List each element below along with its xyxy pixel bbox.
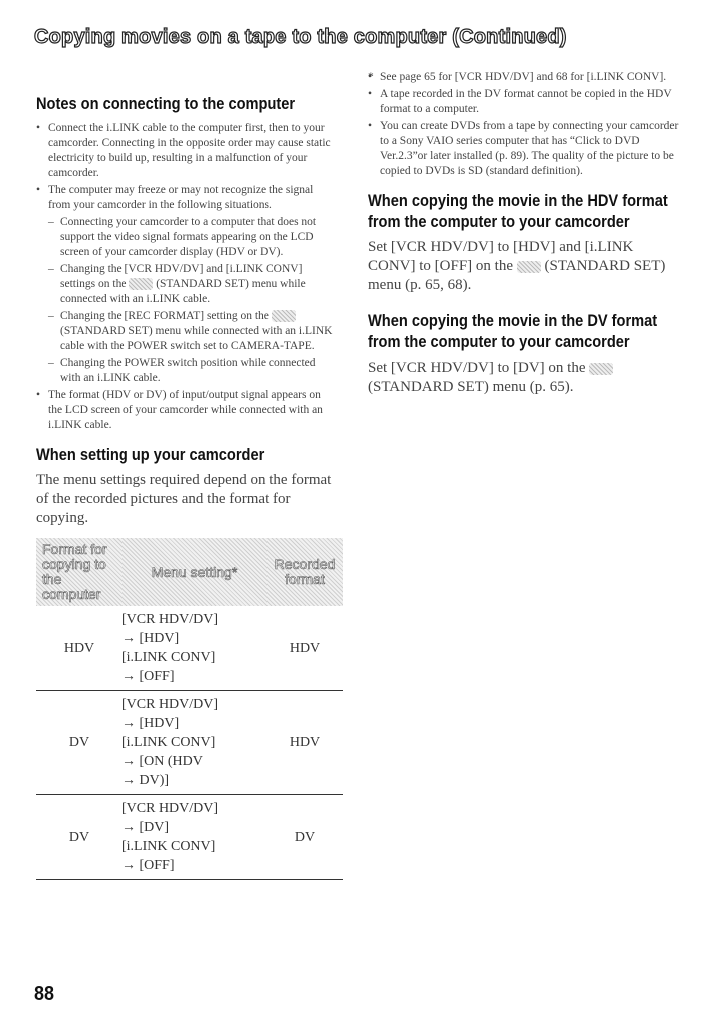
setting-line: [i.LINK CONV] — [122, 735, 216, 751]
note-item: • You can create DVDs from a tape by connecting your camcorder to a Sony VAIO series computer that has “Click to DVD Ver.2.3”or later installed (p. 89). The quality of the picture to be copied to DVDs is SD (standard definition). — [368, 119, 684, 179]
dv-text: (STANDARD SET) menu (p. 65). — [368, 378, 574, 395]
asterisk-icon: • * — [368, 71, 374, 83]
setup-body: The menu settings required depend on the format of the recorded pictures and the format for copying. — [36, 472, 332, 527]
hdv-text: Set [VCR HDV/DV] to [HDV] and [i.LINK CONV] to [OFF] on the — [368, 239, 634, 275]
table-header-row — [36, 538, 343, 606]
setting-line: → [HDV] — [122, 631, 180, 647]
footnote-text: See page 65 for [VCR HDV/DV] and 68 for [i.LINK CONV]. — [380, 71, 667, 83]
setting-line: [i.LINK CONV] — [122, 839, 216, 855]
page-header: Copying movies on a tape to the computer (Continued) — [34, 26, 567, 48]
hdv-heading: When copying the movie in the HDV format from the computer to your camcorder — [368, 191, 668, 231]
note-item: • The format (HDV or DV) of input/output signal appears on the LCD screen of your camcorder while connected with an i.LINK cable. — [36, 388, 336, 433]
note-item: • Connect the i.LINK cable to the computer first, then to your camcorder. Connecting in the opposite order may cause static electricity to build up, resulting in a malfunction of your camcorder. — [36, 121, 336, 181]
column-header: Format for copying to the computer — [36, 538, 122, 606]
left-column — [36, 94, 336, 880]
note-text: (STANDARD SET) menu while connected with an i.LINK cable with the POWER switch set to CAMERA-TAPE. — [60, 324, 333, 352]
format-cell: HDV — [36, 606, 122, 691]
dv-text: Set [VCR HDV/DV] to [DV] on the — [368, 359, 590, 376]
column-header: Menu setting* — [122, 538, 267, 606]
footnote-item — [368, 70, 684, 85]
note-subitem: – Connecting your camcorder to a computer that does not support the video signal formats appearing on the LCD screen of your camcorder display (HDV or DV). — [36, 215, 336, 260]
setting-line: → [OFF] — [122, 669, 175, 685]
setting-line: → [HDV] — [122, 716, 180, 732]
notes-list — [36, 121, 336, 433]
toolbox-icon — [272, 310, 296, 322]
recorded-cell: HDV — [267, 606, 343, 691]
dv-heading: When copying the movie in the DV format from the computer to your camcorder — [368, 311, 658, 352]
note-text: Changing the [REC FORMAT] setting on the — [60, 309, 272, 322]
setting-line: → [DV] — [122, 820, 170, 836]
setting-cell — [122, 795, 267, 880]
page-number: 88 — [34, 983, 55, 1005]
setting-line: [VCR HDV/DV] — [122, 801, 219, 817]
setup-heading: When setting up your camcorder — [36, 444, 265, 464]
note-text: Changing the [VCR HDV/DV] and [i.LINK CONV] settings on the — [60, 262, 303, 290]
hdv-body — [368, 238, 684, 295]
toolbox-icon — [517, 261, 541, 273]
setting-line: → DV)] — [122, 773, 170, 789]
note-item: • A tape recorded in the DV format cannot be copied in the HDV format to a computer. — [368, 87, 684, 117]
setting-line: → [ON (HDV — [122, 754, 203, 770]
recorded-cell: DV — [267, 795, 343, 880]
recorded-cell: HDV — [267, 691, 343, 795]
right-column — [368, 70, 684, 413]
note-subitem — [36, 309, 336, 354]
note-subitem: – Changing the POWER switch position while connected with an i.LINK cable. — [36, 356, 336, 386]
format-cell: DV — [36, 795, 122, 880]
setting-line: [VCR HDV/DV] — [122, 612, 219, 628]
dv-body — [368, 359, 684, 397]
toolbox-icon — [129, 278, 153, 290]
note-item: • The computer may freeze or may not recognize the signal from your camcorder in the following situations. — [36, 183, 336, 213]
hdv-text: (STANDARD SET) menu (p. 65, 68). — [368, 258, 666, 294]
table-row — [36, 606, 343, 691]
toolbox-icon — [589, 363, 613, 375]
column-header: Recorded format — [267, 538, 343, 606]
setting-line: [i.LINK CONV] — [122, 650, 216, 666]
notes-heading: Notes on connecting to the computer — [36, 94, 296, 113]
setting-line: [VCR HDV/DV] — [122, 697, 219, 713]
setting-line: → [OFF] — [122, 858, 175, 874]
footnote-list — [368, 70, 684, 179]
table-row — [36, 691, 343, 795]
table-row — [36, 795, 343, 880]
note-text: (STANDARD SET) menu while connected with an i.LINK cable. — [60, 277, 306, 305]
setting-cell — [122, 691, 267, 795]
setting-cell — [122, 606, 267, 691]
settings-table — [36, 538, 343, 880]
format-cell: DV — [36, 691, 122, 795]
note-subitem — [36, 262, 336, 307]
